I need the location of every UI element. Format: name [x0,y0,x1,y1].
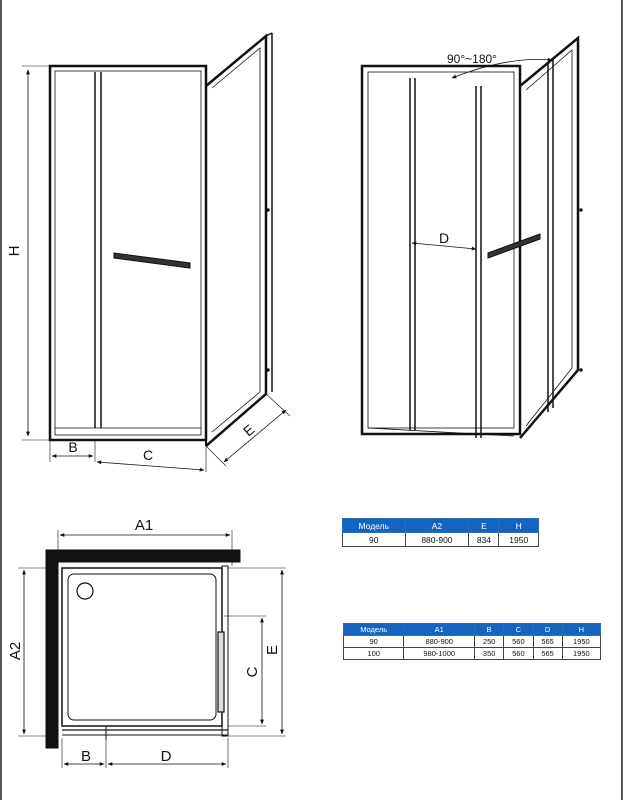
table-cell: 1950 [562,648,600,660]
wall-top [46,550,240,562]
label-h: H [6,245,23,257]
table-cell: 350 [475,648,504,660]
table-header-cell: H [499,519,539,533]
table-cell: 560 [504,648,533,660]
table-cell: 90 [344,636,404,648]
table-header-cell: E [469,519,499,533]
spec-table-1 [342,518,539,547]
label-e-front: E [240,421,258,440]
label-c-plan: C [244,666,261,678]
label-d-open: D [438,230,450,246]
table-row [343,533,539,547]
label-a2: A2 [7,641,24,661]
door-handle [114,253,190,268]
front-view-open [362,38,582,438]
label-c-front: C [142,447,154,463]
front-panel-frame [50,66,206,440]
table-cell: 565 [533,636,562,648]
label-b-front: B [68,439,78,455]
label-e-plan: E [264,644,281,656]
label-a1: A1 [134,517,154,534]
label-angle: 90°~180° [447,52,497,66]
table-cell: 565 [533,648,562,660]
table-header-cell: Модель [343,519,406,533]
table-cell: 1950 [562,636,600,648]
table-header-cell: A2 [405,519,469,533]
table-header-cell: C [504,624,533,636]
spec-table-2 [343,623,601,660]
front-view-closed [22,33,290,472]
table-cell: 100 [344,648,404,660]
table-row [344,648,601,660]
table-header-cell: A1 [404,624,475,636]
table-cell: 1950 [499,533,539,547]
table-header-row [343,519,539,533]
table-header-cell: Модель [344,624,404,636]
table-cell: 880-900 [404,636,475,648]
drain-icon [77,583,93,599]
plan-view [18,530,286,768]
table-header-cell: H [562,624,600,636]
table-cell: 834 [469,533,499,547]
table-cell: 250 [475,636,504,648]
table-cell: 90 [343,533,406,547]
table-header-cell: B [475,624,504,636]
table-header-row [344,624,601,636]
table-cell: 560 [504,636,533,648]
table-cell: 980-1000 [404,648,475,660]
table-row [344,636,601,648]
side-panel-frame [206,36,266,446]
label-d-plan: D [160,748,172,765]
table-header-cell: D [533,624,562,636]
label-b-plan: B [80,748,92,765]
shower-tray [62,568,222,726]
table-cell: 880-900 [405,533,469,547]
wall-left [46,550,58,748]
